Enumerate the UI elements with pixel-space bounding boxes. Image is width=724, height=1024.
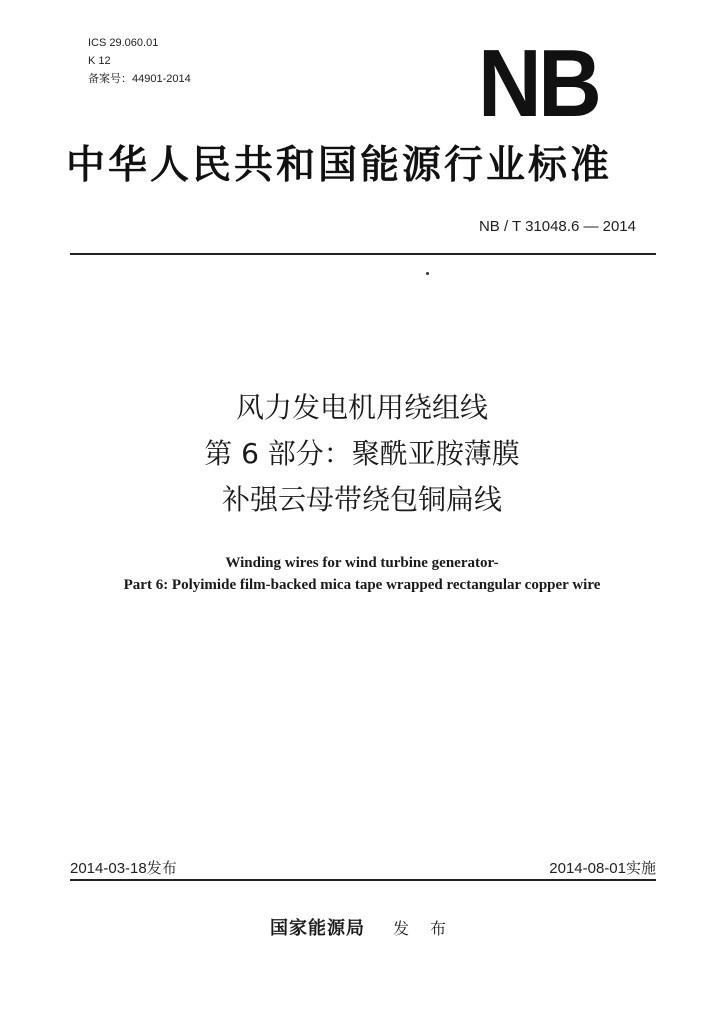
issue-date: 2014-03-18发布	[70, 860, 177, 877]
chinese-title	[0, 385, 724, 523]
dot-mark	[426, 272, 429, 275]
chinese-title-line-2: 第 6 部分：聚酰亚胺薄膜	[204, 437, 520, 470]
ics-code: ICS 29.060.01	[88, 37, 159, 49]
issuer-line	[0, 914, 724, 940]
english-title-line-2: Part 6: Polyimide film-backed mica tape wrapped rectangular copper wire	[123, 577, 601, 593]
nb-logo: NB	[478, 30, 599, 137]
chinese-title-line-1: 风力发电机用绕组线	[235, 391, 488, 424]
class-code: K 12	[88, 55, 111, 67]
top-divider	[70, 253, 656, 255]
english-title	[0, 552, 724, 596]
bottom-divider	[70, 879, 656, 881]
issue-verb: 发 布	[392, 919, 455, 938]
english-title-line-1: Winding wires for wind turbine generator-	[225, 555, 499, 571]
standard-number: NB / T 31048.6 — 2014	[478, 218, 636, 235]
filing-number: 备案号：44901-2014	[88, 73, 191, 85]
classification-block	[88, 34, 191, 88]
implementation-date: 2014-08-01实施	[549, 860, 656, 877]
issuing-authority: 国家能源局	[269, 918, 365, 939]
standard-category-title: 中华人民共和国能源行业标准	[66, 142, 613, 188]
chinese-title-line-3: 补强云母带绕包铜扁线	[221, 483, 502, 516]
